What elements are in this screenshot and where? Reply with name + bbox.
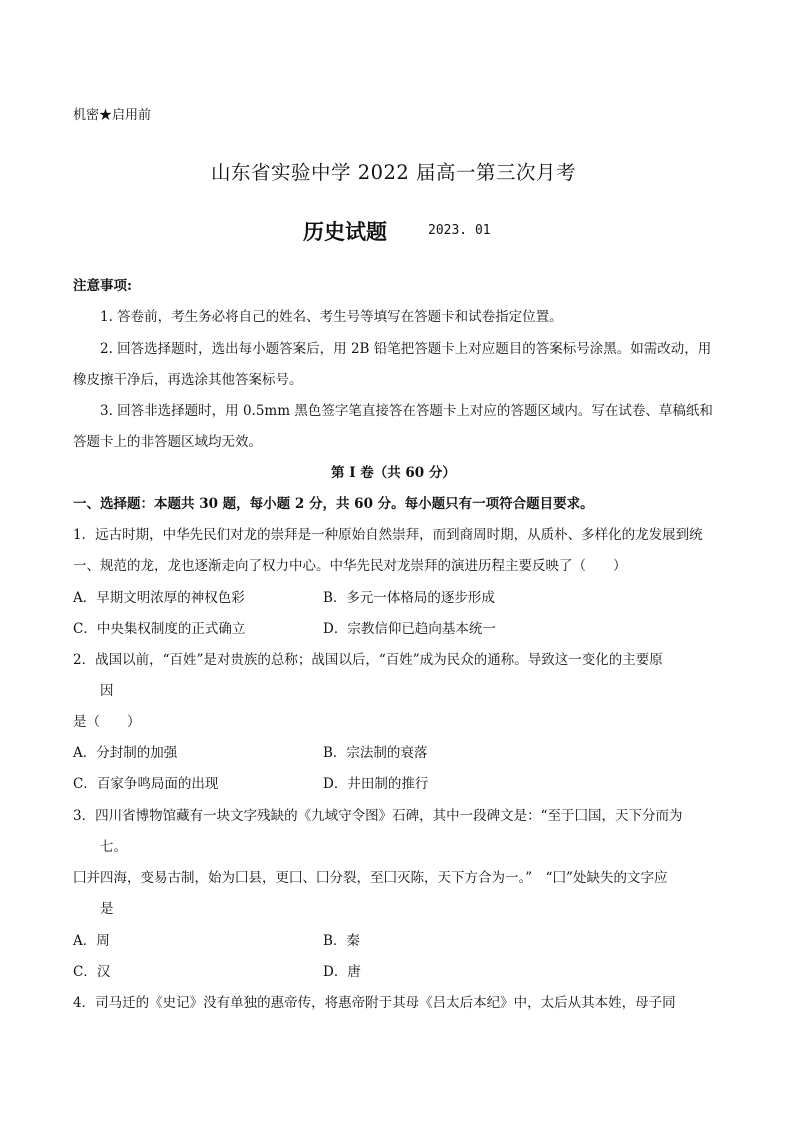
question-1-option-a: A．早期文明浓厚的神权色彩 — [73, 590, 245, 606]
question-2-option-d: D．井田制的推行 — [323, 776, 429, 792]
question-3-line-1: 3．四川省博物馆藏有一块文字残缺的《九域守令图》石碑，其中一段碑文是：“至于囗国，天下分而为 — [73, 808, 683, 824]
question-2-option-a: A．分封制的加强 — [73, 745, 178, 761]
exam-title: 山东省实验中学 2022 届高一第三次月考 — [211, 161, 577, 184]
question-3-option-a: A．周 — [73, 933, 110, 949]
question-1-line-2: 一、规范的龙，龙也逐渐走向了权力中心。中华先民对龙崇拜的演进历程主要反映了（ ） — [73, 558, 627, 574]
note-item-2: 2. 回答选择题时，选出每小题答案后，用 2B 铅笔把答题卡上对应题目的答案标号涂黑。如需改动，用 — [100, 341, 712, 357]
question-1-option-b: B．多元一体格局的逐步形成 — [323, 590, 495, 606]
question-4-line-1: 4．司马迁的《史记》没有单独的惠帝传，将惠帝附于其母《吕太后本纪》中，太后从其本姓，母子同 — [73, 995, 676, 1011]
note-item-2-cont: 橡皮擦干净后，再选涂其他答案标号。 — [73, 372, 303, 388]
note-item-3-cont: 答题卡上的非答题区域均无效。 — [73, 434, 262, 450]
exam-date: 2023. 01 — [428, 223, 491, 238]
note-item-1: 1. 答卷前，考生务必将自己的姓名、考生号等填写在答题卡和试卷指定位置。 — [100, 309, 563, 325]
question-1-line-1: 1．远古时期，中华先民们对龙的崇拜是一种原始自然崇拜，而到商周时期，从质朴、多样化的龙发展到统 — [73, 527, 703, 543]
question-2-option-b: B．宗法制的衰落 — [323, 745, 428, 761]
question-1-option-c: C．中央集权制度的正式确立 — [73, 621, 246, 637]
question-3-line-3: 囗并四海，变易古制，始为囗县，更囗、囗分裂，至囗灭陈，天下方合为一。” “囗”处缺失的文字应 — [73, 870, 668, 886]
question-3-line-2: 七。 — [100, 839, 127, 855]
question-2-option-c: C．百家争鸣局面的出现 — [73, 776, 219, 792]
question-2-line-2: 因 — [100, 683, 114, 699]
section-instruction: 一、选择题：本题共 30 题，每小题 2 分，共 60 分。每小题只有一项符合题目要求。 — [73, 496, 594, 512]
note-item-3: 3. 回答非选择题时，用 0.5mm 黑色签字笔直接答在答题卡上对应的答题区域内。写在试卷、草稿纸和 — [100, 403, 713, 419]
question-3-line-4: 是 — [100, 901, 114, 917]
notes-heading: 注意事项: — [73, 278, 132, 294]
question-2-line-3: 是（ ） — [73, 714, 141, 730]
section-title: 第 I 卷（共 60 分） — [331, 465, 456, 481]
question-3-option-c: C．汉 — [73, 964, 111, 980]
confidential-label: 机密★启用前 — [73, 108, 152, 123]
question-2-line-1: 2．战国以前，“百姓”是对贵族的总称；战国以后，“百姓”成为民众的通称。导致这一变化的主要原 — [73, 652, 663, 668]
question-3-option-d: D．唐 — [323, 964, 361, 980]
question-1-option-d: D．宗教信仰已趋向基本统一 — [323, 621, 496, 637]
subject-title: 历史试题 — [303, 220, 387, 244]
question-3-option-b: B．秦 — [323, 933, 360, 949]
